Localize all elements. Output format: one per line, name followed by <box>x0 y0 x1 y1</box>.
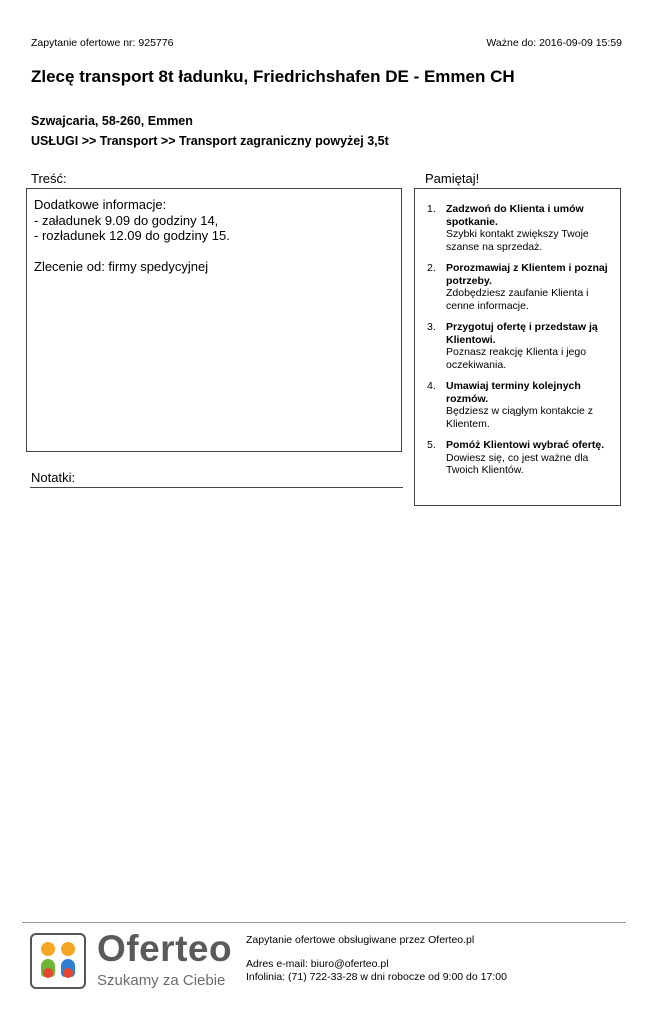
tip-description: Będziesz w ciągłym kontakcie z Klientem. <box>446 405 594 430</box>
inquiry-number: Zapytanie ofertowe nr: 925776 <box>31 37 174 49</box>
notes-line[interactable] <box>30 487 403 488</box>
oferteo-logo-icon <box>30 933 86 989</box>
list-item <box>427 262 608 312</box>
list-item <box>427 203 608 253</box>
oferteo-logo-text: Oferteo <box>97 928 233 969</box>
tip-description: Zdobędziesz zaufanie Klienta i cenne informacje. <box>446 287 589 312</box>
tip-number: 2. <box>427 262 436 274</box>
content-line: - rozładunek 12.09 do godziny 15. <box>34 228 230 243</box>
footer-divider <box>22 922 626 923</box>
notes-label: Notatki: <box>31 470 76 485</box>
footer-served-by: Zapytanie ofertowe obsługiwane przez Oferteo.pl <box>246 934 475 946</box>
list-item <box>427 439 608 477</box>
content-line: - załadunek 9.09 do godziny 14, <box>34 212 219 228</box>
tip-heading: Przygotuj ofertę i przedstaw ją Klientowi. <box>446 321 598 346</box>
tip-number: 1. <box>427 203 436 215</box>
list-item <box>427 380 608 430</box>
content-label: Treść: <box>31 171 67 186</box>
category-breadcrumb: USŁUGI >> Transport >> Transport zagraniczny powyżej 3,5t <box>31 134 389 148</box>
remember-box <box>414 188 621 506</box>
oferteo-tagline: Szukamy za Ciebie <box>97 972 226 989</box>
tip-heading: Umawiaj terminy kolejnych rozmów. <box>446 380 581 405</box>
location: Szwajcaria, 58-260, Emmen <box>31 114 193 128</box>
footer-email: Adres e-mail: biuro@oferteo.pl <box>246 958 389 970</box>
tip-heading: Zadzwoń do Klienta i umów spotkanie. <box>446 203 584 228</box>
tip-description: Poznasz reakcję Klienta i jego oczekiwania. <box>446 346 587 371</box>
list-item <box>427 321 608 371</box>
tip-description: Dowiesz się, co jest ważne dla Twoich Klientów. <box>446 451 589 476</box>
valid-until: Ważne do: 2016-09-09 15:59 <box>486 37 622 49</box>
tip-number: 4. <box>427 380 436 392</box>
remember-label: Pamiętaj! <box>425 171 480 186</box>
footer-hotline: Infolinia: (71) 722-33-28 w dni robocze od 9:00 do 17:00 <box>246 971 507 983</box>
content-box <box>26 188 402 452</box>
tip-number: 3. <box>427 321 436 333</box>
tip-description: Szybki kontakt zwiększy Twoje szanse na sprzedaż. <box>446 228 589 253</box>
tip-heading: Porozmawiaj z Klientem i poznaj potrzeby. <box>446 262 608 287</box>
page-title: Zlecę transport 8t ładunku, Friedrichshafen DE - Emmen CH <box>31 67 515 86</box>
content-line: Dodatkowe informacje: <box>34 197 167 212</box>
tip-number: 5. <box>427 439 436 451</box>
content-line: Zlecenie od: firmy spedycyjnej <box>34 259 209 274</box>
tip-heading: Pomóż Klientowi wybrać ofertę. <box>446 439 605 451</box>
